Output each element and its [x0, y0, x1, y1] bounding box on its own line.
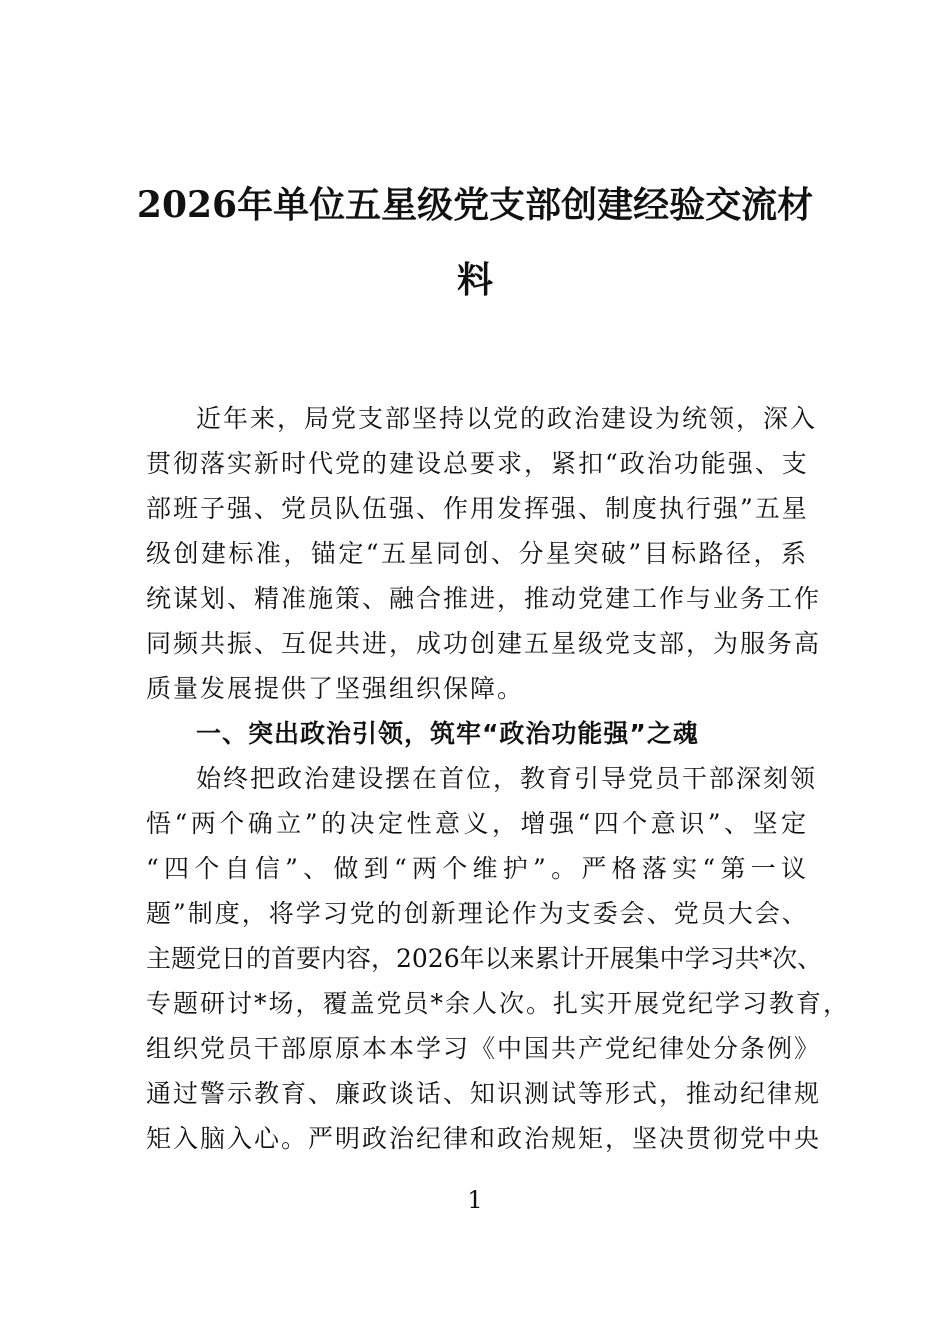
document-title	[130, 168, 820, 318]
title-line-1: 2026年单位五星级党支部创建经验交流材	[136, 184, 814, 226]
text-line: 题”制度，将学习党的创新理论作为支委会、党员大会、	[146, 899, 809, 928]
text-line: “四个自信”、做到“两个维护”。严格落实“第一议	[146, 854, 808, 883]
text-line: 同频共振、互促共进，成功创建五星级党支部，为服务高	[146, 629, 822, 658]
text-line: 专题研讨*场，覆盖党员*余人次。扎实开展党纪学习教育，	[146, 989, 851, 1018]
page-number: 1	[467, 1186, 483, 1214]
paragraph-intro	[146, 396, 822, 711]
title-line-2: 料	[456, 259, 493, 301]
text-line: 统谋划、精准施策、融合推进，推动党建工作与业务工作	[146, 584, 822, 613]
text-line: 质量发展提供了坚强组织保障。	[146, 674, 525, 703]
text-line: 近年来，局党支部坚持以党的政治建设为统领，深入	[196, 404, 818, 433]
text-line: 始终把政治建设摆在首位，教育引导党员干部深刻领	[196, 764, 818, 793]
paragraph-section-1	[146, 756, 851, 1161]
text-line: 部班子强、党员队伍强、作用发挥强、制度执行强”五星	[146, 494, 809, 523]
text-line: 贯彻落实新时代党的建设总要求，紧扣“政治功能强、支	[146, 449, 809, 478]
text-line: 通过警示教育、廉政谈话、知识测试等形式，推动纪律规	[146, 1079, 822, 1108]
section-heading: 一、突出政治引领，筑牢“政治功能强”之魂	[196, 719, 699, 748]
text-line: 悟“两个确立”的决定性意义，增强“四个意识”、坚定	[146, 809, 808, 838]
text-line: 主题党日的首要内容，2026年以来累计开展集中学习共*次、	[146, 944, 823, 973]
text-line: 组织党员干部原原本本学习《中国共产党纪律处分条例》	[146, 1034, 822, 1063]
text-line: 级创建标准，锚定“五星同创、分星突破”目标路径，系	[146, 539, 808, 568]
text-line: 矩入脑入心。严明政治纪律和政治规矩，坚决贯彻党中央	[146, 1124, 822, 1153]
document-body	[146, 396, 851, 1161]
